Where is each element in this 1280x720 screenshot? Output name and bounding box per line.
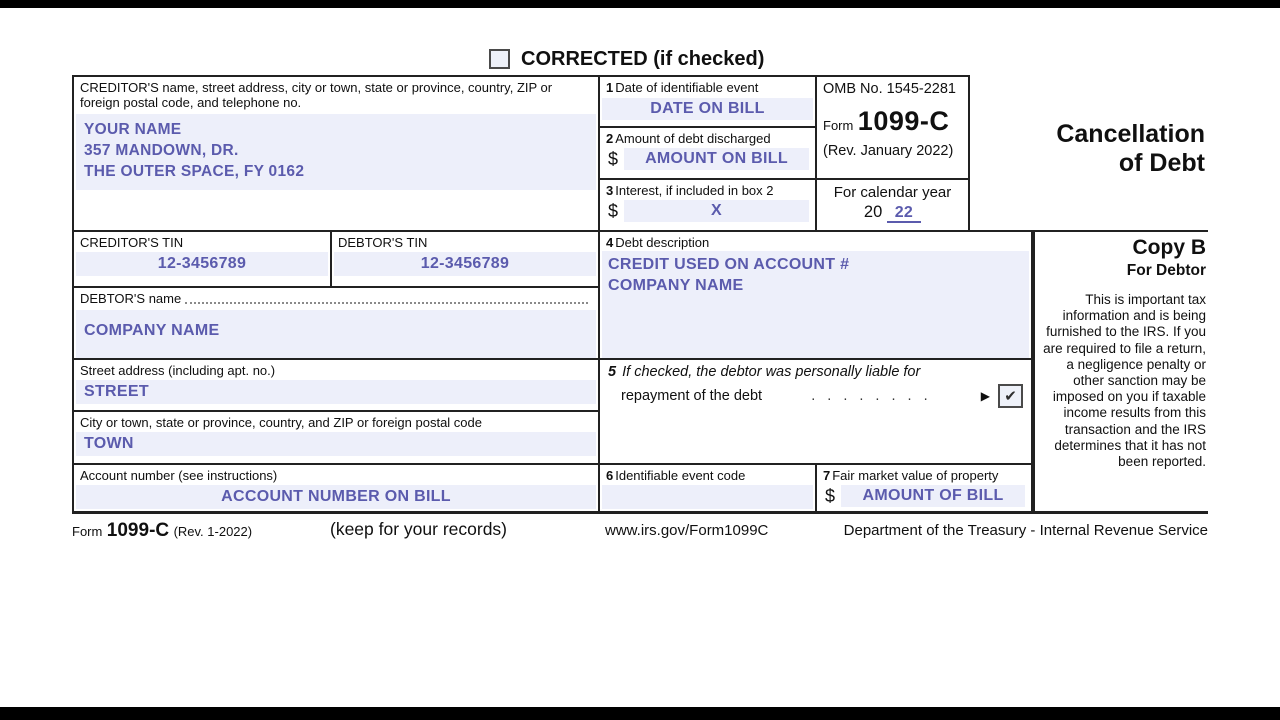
copy-b-notice: This is important tax information and is being furnished to the IRS. If you are required to file a return, a negligence penalty or other sanction may be imposed on you if taxable income results from this transaction and the IRS determines that it has not been reported. [1043,292,1206,470]
creditor-label: CREDITOR'S name, street address, city or town, state or province, country, ZIP or foreign postal code, and telephone no. [80,80,553,110]
creditor-address-field[interactable] [76,114,596,190]
box6-number: 6 [606,468,614,483]
creditor-name-value: YOUR NAME [84,121,182,138]
corrected-checkbox[interactable] [489,49,510,69]
box2-label: Amount of debt discharged [615,131,771,146]
box4-value-line2: COMPANY NAME [608,277,744,294]
creditor-tin-label: CREDITOR'S TIN [80,235,184,250]
arrow-right-icon: ▶ [980,389,990,403]
street-address-value: STREET [84,383,149,400]
keep-for-records: (keep for your records) [330,519,508,539]
corrected-label: CORRECTED (if checked) [521,48,765,70]
box7-amount-field[interactable] [841,485,1025,507]
box3-label: Interest, if included in box 2 [615,183,774,198]
city-field[interactable] [76,432,596,456]
city-box [72,410,598,463]
box2-value: AMOUNT ON BILL [645,150,788,167]
box6-label: Identifiable event code [615,468,746,483]
creditor-box [72,75,598,230]
debtor-name-box [72,286,598,358]
creditor-street-value: 357 MANDOWN, DR. [84,142,239,159]
box2-amount-field[interactable] [624,148,809,170]
dotted-rule [185,291,588,304]
city-value: TOWN [84,435,134,452]
box3-dollar-sign: $ [608,200,619,221]
box5-number: 5 [608,364,617,380]
calendar-century: 20 [863,203,883,221]
box3-interest [598,178,815,230]
box5-label-line1: If checked, the debtor was personally liable for [622,364,921,380]
box7-dollar-sign: $ [825,485,836,506]
city-label: City or town, state or province, country, and ZIP or foreign postal code [80,415,482,430]
box1-date-field[interactable] [602,98,813,120]
box4-label: Debt description [615,235,710,250]
account-number-label: Account number (see instructions) [80,468,278,483]
debtor-name-value: COMPANY NAME [84,322,220,339]
debtor-tin-box [330,230,598,286]
debtor-tin-value: 12-3456789 [420,255,510,272]
box6-identifiable-event-code [598,463,815,513]
creditor-tin-field[interactable] [76,252,328,276]
box2-dollar-sign: $ [608,148,619,169]
box1-number: 1 [606,80,614,95]
box3-number: 3 [606,183,614,198]
box5-label-line2: repayment of the debt [621,388,763,404]
box7-fair-market-value [815,463,1033,513]
irs-url[interactable]: www.irs.gov/Form1099C [605,522,769,539]
creditor-tin-value: 12-3456789 [157,255,247,272]
street-address-box [72,358,598,410]
dot-leaders: . . . . . . . . [811,388,932,404]
box4-number: 4 [606,235,614,250]
box4-description-field[interactable] [602,251,1029,361]
form-number: 1099-C [857,106,950,136]
account-number-value: ACCOUNT NUMBER ON BILL [221,488,451,505]
form-sheet [0,8,1280,707]
box4-value-line1: CREDIT USED ON ACCOUNT # [608,256,850,273]
copy-b-panel [1033,230,1208,513]
box1-value: DATE ON BILL [650,100,765,117]
box5-personally-liable [598,358,1033,463]
street-address-label: Street address (including apt. no.) [80,363,276,378]
copy-b-subtitle: For Debtor [1126,262,1206,279]
account-number-field[interactable] [76,485,596,509]
omb-number: OMB No. 1545-2281 [823,81,956,97]
form-revision: (Rev. January 2022) [823,143,954,159]
footer-form-word: Form [72,524,103,539]
personally-liable-checkbox[interactable] [998,384,1023,408]
debtor-tin-field[interactable] [334,252,596,276]
box3-value: X [711,202,722,219]
form-word: Form [823,118,854,133]
street-address-field[interactable] [76,380,596,404]
box7-number: 7 [823,468,831,483]
calendar-year-box [815,178,970,230]
department-line: Department of the Treasury - Internal Revenue Service [843,522,1208,539]
check-icon: ✔ [1004,388,1017,405]
form-bottom-rule [72,511,1208,514]
form-title-line2: of Debt [1118,149,1205,177]
box2-number: 2 [606,131,614,146]
footer-form-id [72,520,252,542]
box1-label: Date of identifiable event [615,80,759,95]
creditor-city-value: THE OUTER SPACE, FY 0162 [84,163,305,180]
copy-b-title: Copy B [1132,236,1206,259]
box1-date-of-identifiable-event [598,75,815,126]
footer-revision: (Rev. 1-2022) [173,524,253,539]
debtor-tin-label: DEBTOR'S TIN [338,235,428,250]
box2-amount-discharged [598,126,815,178]
box7-label: Fair market value of property [832,468,999,483]
form-title-line1: Cancellation [1056,120,1205,148]
box4-debt-description [598,230,1033,358]
creditor-tin-box [72,230,330,286]
box7-value: AMOUNT OF BILL [862,487,1004,504]
footer-form-number: 1099-C [106,520,170,541]
calendar-year-label: For calendar year [833,184,952,201]
box3-interest-field[interactable] [624,200,809,222]
debtor-name-label: DEBTOR'S name [80,291,182,306]
box6-event-code-field[interactable] [602,485,813,509]
form-title [905,120,1205,178]
account-number-box [72,463,598,513]
calendar-year-field[interactable]: 22 [887,204,921,223]
